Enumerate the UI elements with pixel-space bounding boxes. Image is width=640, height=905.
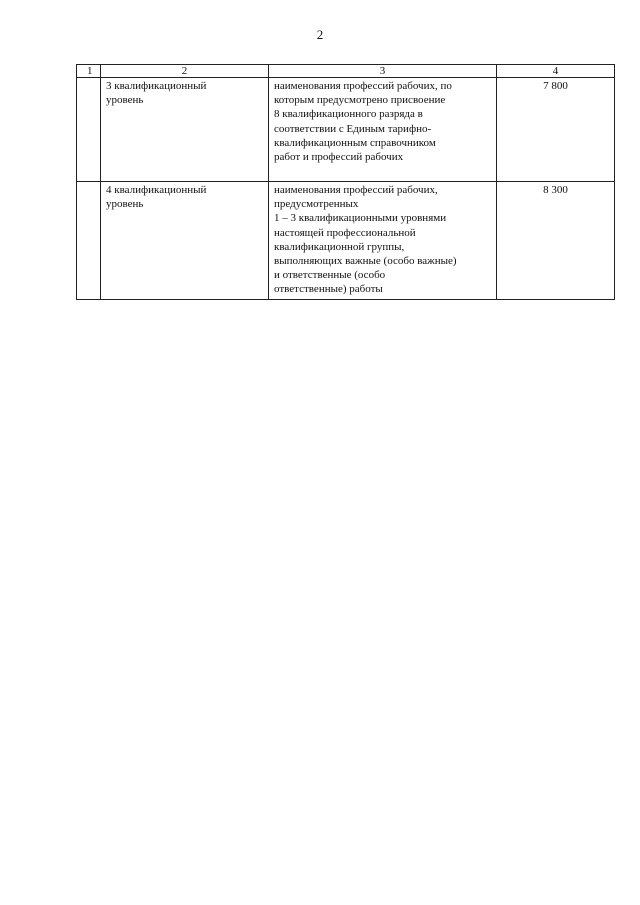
table-header-row [77,65,615,78]
table-row [77,182,615,300]
row-number-cell [77,182,101,300]
row-number-cell [77,78,101,182]
page-number: 2 [316,27,324,42]
header-col-4: 4 [497,65,615,78]
qualification-level-cell: 4 квалификационный уровень [101,182,269,300]
header-col-1: 1 [77,65,101,78]
profession-description-cell: наименования профессий рабочих, предусмотренных 1 – 3 квалификационными уровнями настоящей профессиональной квалификационной группы, выполняющих важные (особо важные) и ответственные (особо ответственные) работы [269,182,497,300]
table-row [77,78,615,182]
profession-description-cell: наименования профессий рабочих, по которым предусмотрено присвоение 8 квалификационного разряда в соответствии с Единым тарифно- квалификационным справочником работ и профессий рабочих [269,78,497,182]
header-col-3: 3 [269,65,497,78]
salary-cell: 7 800 [497,78,615,182]
salary-table [76,64,615,300]
header-col-2: 2 [101,65,269,78]
qualification-level-cell: 3 квалификационный уровень [101,78,269,182]
salary-cell: 8 300 [497,182,615,300]
